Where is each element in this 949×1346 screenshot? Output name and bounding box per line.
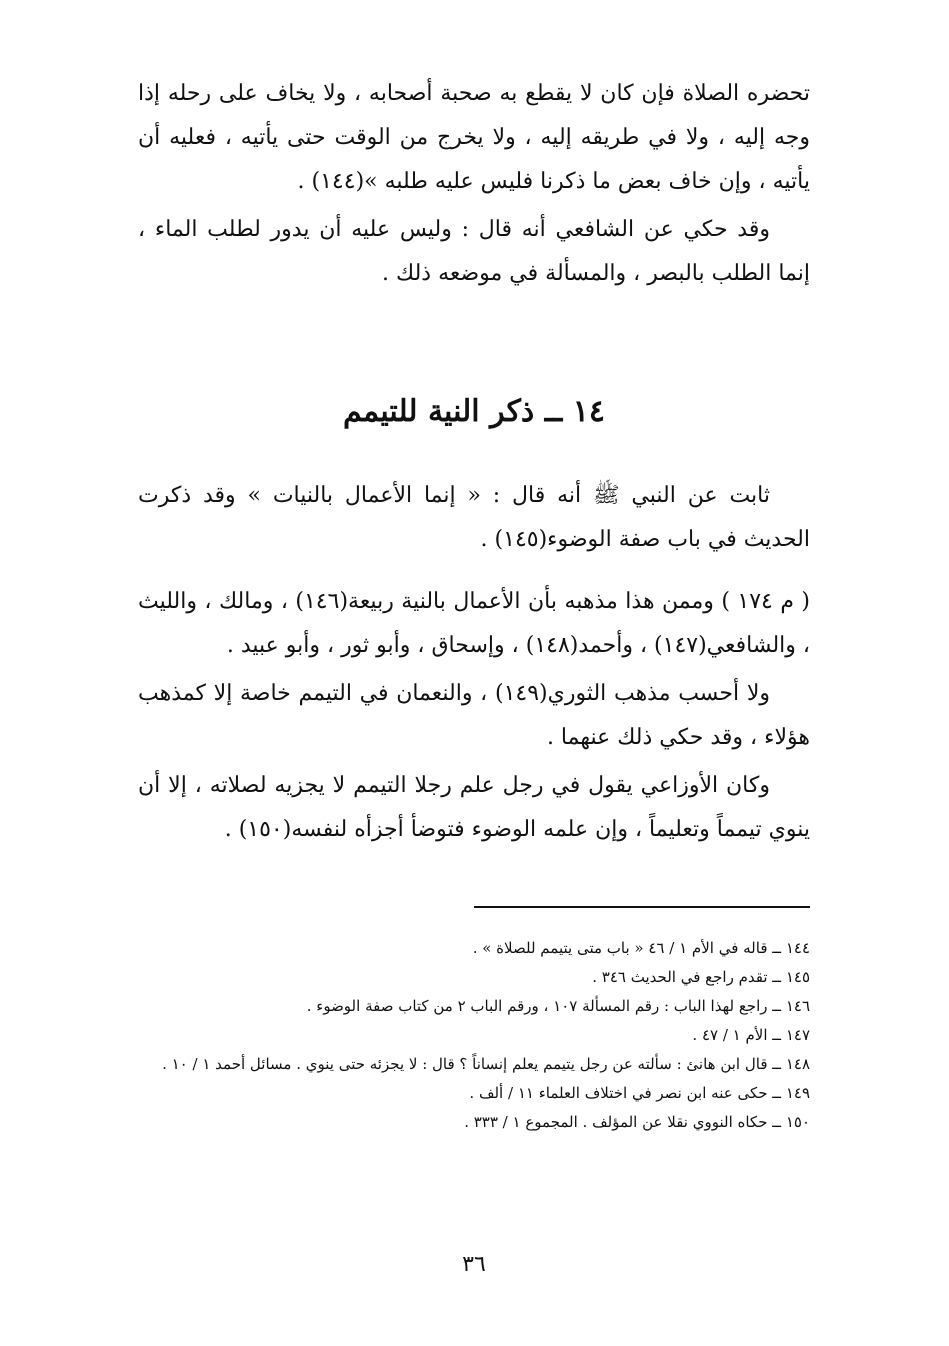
body-paragraph: ولا أحسب مذهب الثوري(١٤٩) ، والنعمان في التيمم خاصة إلا كمذهب هؤلاء ، وقد حكي ذلك عنهما . — [138, 681, 810, 750]
footnote-item: ١٥٠ ــ حكاه النووي نقلا عن المؤلف . المجموع ١ / ٣٣٣ . — [464, 1113, 810, 1131]
body-paragraph: وقد حكي عن الشافعي أنه قال : وليس عليه أن يدور لطلب الماء ، إنما الطلب بالبصر ، والمسألة في موضعه ذلك . — [138, 217, 810, 286]
footnote-item: ١٤٦ ــ راجع لهذا الباب : رقم المسألة ١٠٧ ، ورقم الباب ٢ من كتاب صفة الوضوء . — [306, 997, 810, 1015]
footnote-separator — [474, 906, 810, 908]
body-paragraph: تحضره الصلاة فإن كان لا يقطع به صحبة أصحابه ، ولا يخاف على رحله إذا وجه إليه ، ولا في طريقه إليه ، ولا يخرج من الوقت حتى يأتيه ، فعليه أن يأتيه ، وإن خاف بعض ما ذكرنا فليس عليه طلبه »(١٤٤) . — [138, 81, 810, 194]
footnote-item: ١٤٥ ــ تقدم راجع في الحديث ٣٤٦ . — [592, 968, 810, 986]
footnote-item: ١٤٤ ــ قاله في الأم ١ / ٤٦ « باب متى يتيمم للصلاة » . — [472, 939, 810, 957]
page-number: ٣٦ — [462, 1252, 486, 1277]
body-paragraph: وكان الأوزاعي يقول في رجل علم رجلا التيمم لا يجزيه لصلاته ، إلا أن ينوي تيمماً وتعليماً ، وإن علمه الوضوء فتوضأ أجزأه لنفسه(١٥٠) . — [138, 773, 810, 842]
body-paragraph: ( م ١٧٤ ) وممن هذا مذهبه بأن الأعمال بالنية ربيعة(١٤٦) ، ومالك ، والليث ، والشافعي(١٤٧) ، وأحمد(١٤٨) ، وإسحاق ، وأبو ثور ، وأبو عبيد . — [138, 589, 811, 658]
footnote-item: ١٤٧ ــ الأم ١ / ٤٧ . — [692, 1026, 810, 1044]
section-heading: ١٤ ــ ذكر النية للتيمم — [343, 394, 605, 429]
footnote-item: ١٤٩ ــ حكى عنه ابن نصر في اختلاف العلماء ١١ / ألف . — [469, 1084, 810, 1102]
book-page — [138, 72, 810, 1292]
footnotes-list — [138, 934, 810, 1137]
body-paragraph: ثابت عن النبي ﷺ أنه قال : « إنما الأعمال بالنيات » وقد ذكرت الحديث في باب صفة الوضوء(١٤٥) . — [138, 483, 810, 552]
footnote-item: ١٤٨ ــ قال ابن هانئ : سألته عن رجل يتيمم يعلم إنساناً ؟ قال : لا يجزئه حتى ينوي . مسائل أحمد ١ / ١٠ . — [162, 1055, 810, 1073]
